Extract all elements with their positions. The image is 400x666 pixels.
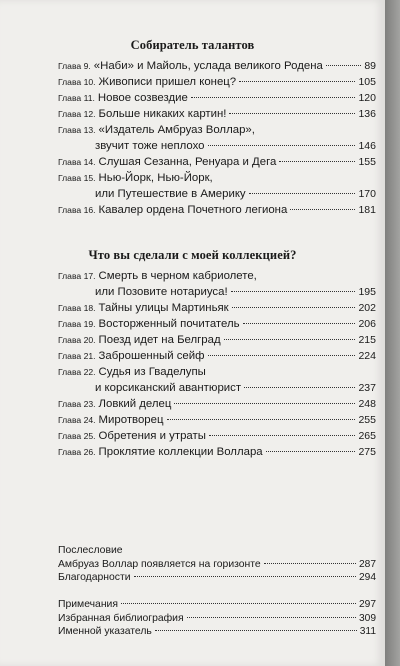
toc-entry [58, 364, 376, 396]
chapter-title: Тайны улицы Мартиньяк [98, 302, 229, 314]
toc-entry [58, 74, 376, 90]
toc-entry [58, 444, 376, 460]
entry-title: Примечания [58, 599, 118, 610]
page-number: 287 [359, 558, 376, 570]
page-number: 237 [358, 382, 376, 394]
chapter-number: Глава 13. [58, 125, 96, 135]
toc-entry [58, 106, 376, 122]
chapter-number: Глава 10. [58, 77, 96, 87]
chapter-number: Глава 14. [58, 157, 96, 167]
chapter-title: Проклятие коллекции Воллара [98, 446, 263, 458]
section-title-collection: Что вы сделали с моей коллекцией? [88, 248, 297, 262]
page-number: 170 [358, 188, 376, 200]
chapter-title: Миротворец [98, 414, 164, 426]
chapter-number: Глава 25. [58, 431, 96, 441]
entry-title: Именной указатель [58, 626, 152, 638]
chapter-title: Обретения и утраты [98, 430, 206, 442]
appendix-section [58, 598, 376, 639]
page-number: 265 [358, 430, 376, 442]
chapter-title: «Наби» и Майоль, услада великого Родена [93, 60, 323, 72]
chapter-number: Глава 16. [58, 205, 96, 215]
chapter-number: Глава 11. [58, 93, 95, 103]
toc-entry [58, 90, 376, 106]
page-number: 311 [359, 626, 376, 638]
entry-title: Благодарности [58, 572, 131, 584]
chapter-title: Ловкий делец [98, 398, 172, 410]
toc-entry [58, 396, 376, 412]
toc-entry [58, 598, 376, 612]
chapter-number: Глава 9. [58, 61, 91, 71]
chapter-number: Глава 21. [58, 351, 96, 361]
toc-entry [58, 202, 376, 218]
chapter-number: Глава 19. [58, 319, 96, 329]
entry-title: Амбруаз Воллар появляется на горизонте [58, 558, 261, 570]
page-number: 146 [358, 140, 376, 152]
toc-entry [58, 412, 376, 428]
toc-entry [58, 300, 376, 316]
chapter-title: Живописи пришел конец? [98, 76, 237, 88]
toc-entry [58, 316, 376, 332]
chapter-title: Больше никаких картин! [98, 108, 227, 120]
page-number: 105 [358, 76, 376, 88]
page-number: 309 [359, 612, 376, 624]
afterword-section [58, 544, 376, 585]
toc-entry [58, 154, 376, 170]
chapter-title: Восторженный почитатель [98, 318, 240, 330]
chapter-title: Поезд идет на Белград [98, 334, 221, 346]
page-number: 195 [358, 286, 376, 298]
toc-entry [58, 571, 376, 585]
page-number: 155 [358, 156, 376, 168]
chapter-title: Смерть в черном кабриолете, [98, 270, 257, 282]
chapter-title: Судья из Гваделупы [98, 366, 206, 378]
chapter-number: Глава 23. [58, 399, 96, 409]
page-number: 294 [359, 572, 376, 584]
chapter-title: Заброшенный сейф [98, 350, 205, 362]
toc-entry [58, 348, 376, 364]
chapter-title: «Издатель Амбруаз Воллар», [98, 124, 255, 136]
page-number: 120 [358, 92, 376, 104]
page-number: 224 [358, 350, 376, 362]
toc-entry [58, 332, 376, 348]
chapter-title: Нью-Йорк, Нью-Йорк, [98, 172, 213, 184]
page-number: 248 [358, 398, 376, 410]
toc-entry [58, 428, 376, 444]
chapter-number: Глава 20. [58, 335, 96, 345]
chapter-number: Глава 17. [58, 271, 96, 281]
page-number: 215 [358, 334, 376, 346]
page-number: 297 [359, 599, 376, 610]
toc-entry [58, 58, 376, 74]
chapter-title-continued: звучит тоже неплохо [95, 140, 205, 152]
toc-entry [58, 268, 376, 300]
page-number: 181 [358, 204, 376, 216]
chapter-title: Кавалер ордена Почетного легиона [98, 204, 288, 216]
chapter-number: Глава 15. [58, 173, 96, 183]
chapter-number: Глава 18. [58, 303, 96, 313]
toc-entry [58, 612, 376, 626]
chapter-title-continued: и корсиканский авантюрист [95, 382, 242, 394]
page-number: 136 [358, 108, 376, 120]
chapter-number: Глава 24. [58, 415, 96, 425]
page-number: 89 [364, 60, 376, 72]
page-number: 255 [358, 414, 376, 426]
chapter-title: Слушая Сезанна, Ренуара и Дега [98, 156, 277, 168]
chapter-title: Новое созвездие [97, 92, 188, 104]
toc-section-2 [58, 268, 376, 460]
chapter-number: Глава 22. [58, 367, 96, 377]
chapter-title-continued: или Путешествие в Америку [95, 188, 246, 200]
page-edge-shadow [385, 0, 400, 666]
toc-entry [58, 625, 376, 639]
chapter-number: Глава 12. [58, 109, 96, 119]
toc-section-1 [58, 58, 376, 218]
page-number: 206 [358, 318, 376, 330]
chapter-title-continued: или Позовите нотариуса! [95, 286, 228, 298]
chapter-number: Глава 26. [58, 447, 96, 457]
section-title-talents: Собиратель талантов [130, 38, 255, 52]
afterword-heading: Послесловие [58, 545, 123, 556]
page-number: 275 [358, 446, 376, 458]
toc-entry [58, 558, 376, 572]
entry-title: Избранная библиография [58, 612, 184, 624]
page-number: 202 [358, 302, 376, 314]
toc-entry [58, 122, 376, 154]
toc-entry [58, 170, 376, 202]
